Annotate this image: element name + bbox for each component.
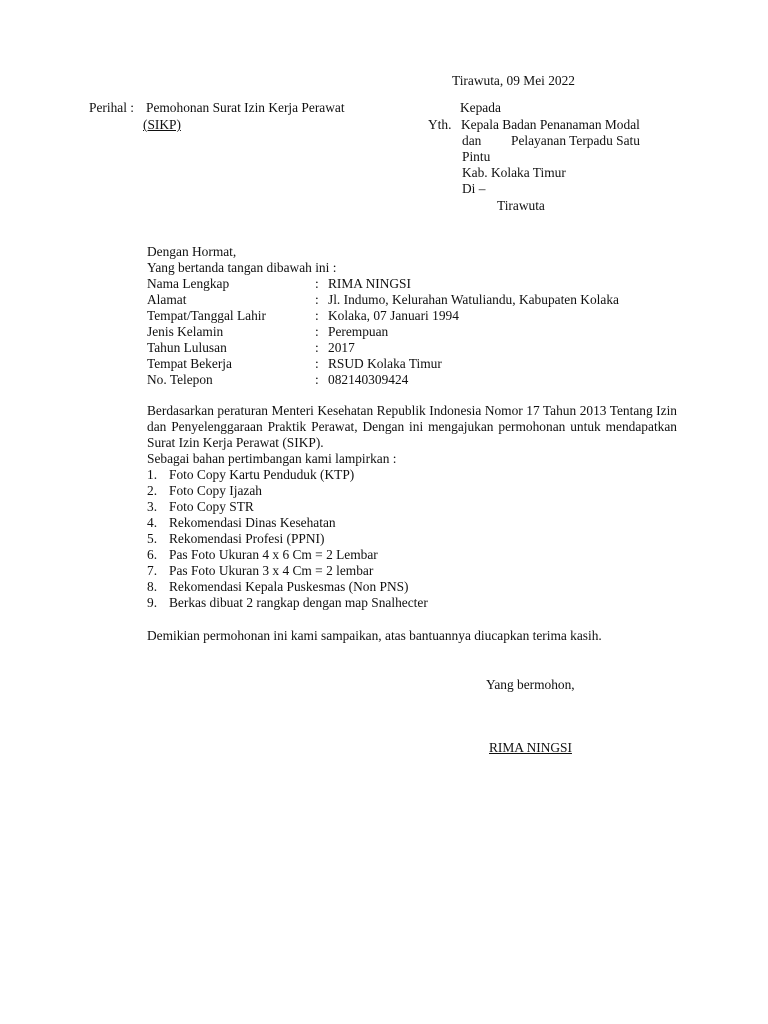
list-item-text: Foto Copy Ijazah (169, 483, 262, 498)
recipient-line1: Kepala Badan Penanaman Modal (461, 117, 640, 132)
identity-label: No. Telepon (147, 372, 213, 387)
identity-colon: : (315, 276, 319, 291)
list-item-number: 4. (147, 515, 158, 530)
identity-colon: : (315, 308, 319, 323)
identity-colon: : (315, 340, 319, 355)
identity-label: Tempat Bekerja (147, 356, 232, 371)
identity-label: Tahun Lulusan (147, 340, 227, 355)
place-date: Tirawuta, 09 Mei 2022 (452, 73, 575, 88)
recipient-yth: Yth. (428, 117, 452, 132)
perihal-abbr: (SIKP) (143, 117, 181, 132)
intro-line: Yang bertanda tangan dibawah ini : (147, 260, 337, 275)
recipient-line2a: dan (462, 133, 482, 148)
identity-value: 2017 (328, 340, 355, 355)
list-item-number: 2. (147, 483, 158, 498)
list-item-number: 5. (147, 531, 158, 546)
attachments-intro: Sebagai bahan pertimbangan kami lampirkan : (147, 451, 397, 466)
identity-label: Tempat/Tanggal Lahir (147, 308, 266, 323)
list-item-text: Berkas dibuat 2 rangkap dengan map Snalhecter (169, 595, 428, 610)
identity-label: Alamat (147, 292, 187, 307)
list-item-text: Pas Foto Ukuran 4 x 6 Cm = 2 Lembar (169, 547, 378, 562)
recipient-line5: Di – (462, 181, 486, 196)
recipient-kepada: Kepada (460, 100, 501, 115)
identity-value: Jl. Indumo, Kelurahan Watuliandu, Kabupaten Kolaka (328, 292, 619, 307)
identity-label: Nama Lengkap (147, 276, 230, 291)
recipient-line3: Pintu (462, 149, 491, 164)
identity-colon: : (315, 356, 319, 371)
list-item-number: 1. (147, 467, 158, 482)
greeting: Dengan Hormat, (147, 244, 237, 259)
list-item-text: Rekomendasi Kepala Puskesmas (Non PNS) (169, 579, 409, 594)
identity-value: RIMA NINGSI (328, 276, 411, 291)
recipient-line4: Kab. Kolaka Timur (462, 165, 566, 180)
list-item-text: Foto Copy Kartu Penduduk (KTP) (169, 467, 355, 482)
list-item-number: 8. (147, 579, 158, 594)
identity-colon: : (315, 292, 319, 307)
identity-value: Kolaka, 07 Januari 1994 (328, 308, 459, 323)
list-item-text: Pas Foto Ukuran 3 x 4 Cm = 2 lembar (169, 563, 374, 578)
list-item-text: Rekomendasi Dinas Kesehatan (169, 515, 336, 530)
perihal-prefix: Perihal : (89, 100, 134, 115)
body-paragraph: Berdasarkan peraturan Menteri Kesehatan Republik Indonesia Nomor 17 Tahun 2013 Tentang Izin dan Penyelenggaraan Praktik Perawat, Dengan ini mengajukan permohonan untuk mendapatkan Surat Izin Kerja Perawat (SIKP). (147, 403, 677, 450)
perihal-text: Pemohonan Surat Izin Kerja Perawat (146, 100, 345, 115)
signer-name: RIMA NINGSI (489, 740, 572, 755)
recipient-line6: Tirawuta (497, 198, 545, 213)
list-item-text: Foto Copy STR (169, 499, 254, 514)
recipient-line2b: Pelayanan Terpadu Satu (511, 133, 640, 148)
list-item-number: 9. (147, 595, 158, 610)
list-item-text: Rekomendasi Profesi (PPNI) (169, 531, 325, 546)
identity-label: Jenis Kelamin (147, 324, 224, 339)
sign-label: Yang bermohon, (486, 677, 575, 692)
identity-value: Perempuan (328, 324, 389, 339)
identity-value: 082140309424 (328, 372, 409, 387)
list-item-number: 7. (147, 563, 158, 578)
identity-value: RSUD Kolaka Timur (328, 356, 442, 371)
identity-colon: : (315, 324, 319, 339)
list-item-number: 6. (147, 547, 158, 562)
list-item-number: 3. (147, 499, 158, 514)
closing-line: Demikian permohonan ini kami sampaikan, atas bantuannya diucapkan terima kasih. (147, 628, 602, 643)
identity-colon: : (315, 372, 319, 387)
